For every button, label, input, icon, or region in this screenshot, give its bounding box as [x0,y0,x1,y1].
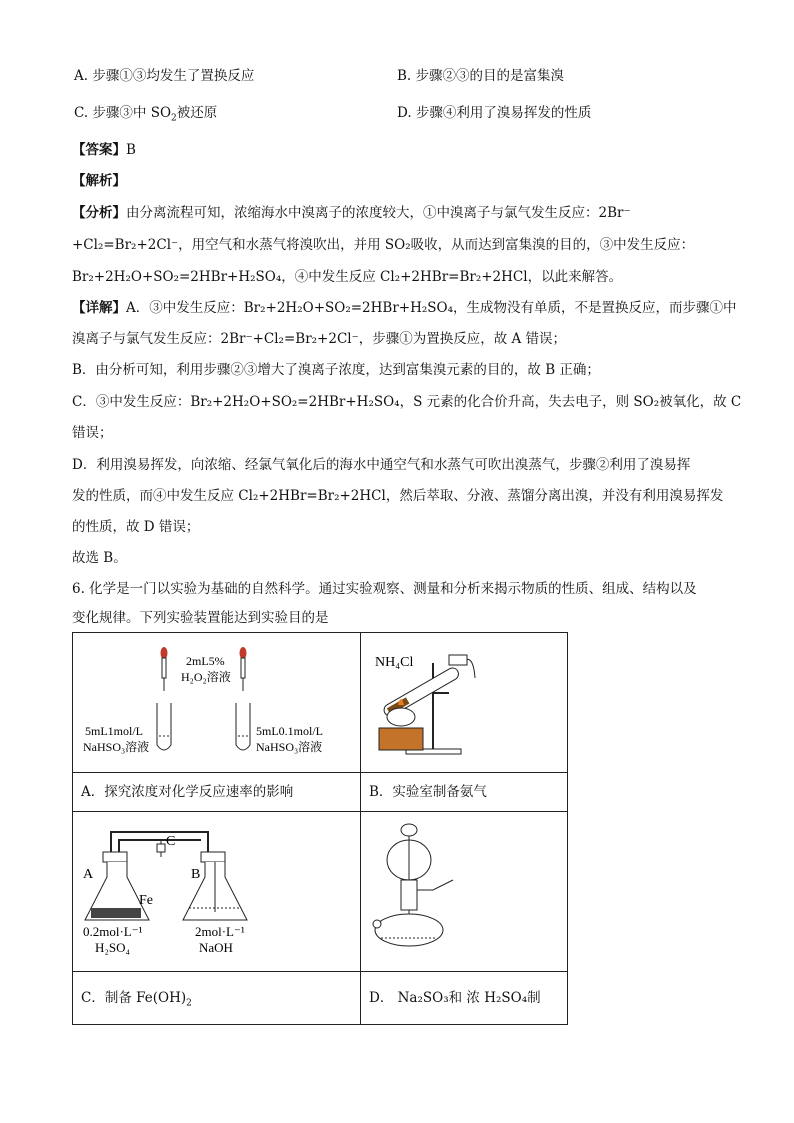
xiangjie-text-1: A．③中发生反应：Br₂+2H₂O+SO₂=2HBr+H₂SO₄，生成物没有单质，不是置换反应，而步骤①中 [126,300,737,316]
q6-line-1: 6. 化学是一门以实验为基础的自然科学。通过实验观察、测量和分析来揭示物质的性质、组成、结构以及 [72,581,697,597]
caption-b: B．实验室制备氨气 [369,784,487,800]
xiangjie-line-1 [72,299,737,317]
c-left-1: 0.2mol·L⁻¹ [83,924,143,939]
option-c-pre: C. 步骤③中 SO [74,105,172,121]
cell-b-figure [361,633,568,773]
caption-c-sub: 2 [186,998,192,1009]
xiangjie-label: 【详解】 [72,300,126,316]
xiangjie-line-9: 故选 B。 [72,550,127,566]
caption-c [73,972,360,1013]
cell-c-caption [73,972,361,1025]
c-right-1: 2mol·L⁻¹ [195,924,245,939]
answer-line [72,141,136,159]
xiangjie-line-4: C．③中发生反应：Br₂+2H₂O+SO₂=2HBr+H₂SO₄，S 元素的化合价升高，失去电子，则 SO₂被氧化，故 C [72,394,742,410]
b-label: NH₄Cl [375,655,414,670]
xiangjie-line-3: B．由分析可知，利用步骤②③增大了溴离子浓度，达到富集溴元素的目的，故 B 正确； [72,362,600,378]
option-c [74,104,217,128]
analysis-label: 【解析】 [72,173,126,189]
cell-b-caption [361,773,568,812]
c-label-c: C [166,834,176,849]
fenxi-label: 【分析】 [72,205,126,221]
xiangjie-line-6: D．利用溴易挥发，向浓缩、经氯气氧化后的海水中通空气和水蒸气可吹出溴蒸气，步骤②利用了溴易挥 [72,457,691,473]
cell-d-figure [361,812,568,972]
option-c-sub: 2 [171,113,177,124]
fenxi-line-1 [72,204,631,222]
a-reagent: 2mL5% [186,654,225,668]
xiangjie-line-8: 的性质，故 D 错误； [72,519,200,535]
caption-a: A．探究浓度对化学反应速率的影响 [81,784,294,800]
c-right-2: NaOH [199,940,233,955]
c-label-b: B [191,867,201,882]
a-reagent-2: H₂O₂溶液 [181,670,231,684]
answer-value: B [126,142,136,158]
option-c-post: 被还原 [176,105,218,121]
a-left-1: 5mL1mol/L [85,724,143,738]
cell-c-figure [73,812,361,972]
cell-a-caption [73,773,361,812]
figure-c-flasks [73,812,360,967]
option-d: D. 步骤④利用了溴易挥发的性质 [397,105,592,121]
caption-c-paren: (OH) [152,990,187,1006]
xiangjie-line-7: 发的性质，而④中发生反应 Cl₂+2HBr=Br₂+2HCl，然后萃取、分液、蒸馏分离出溴，并没有利用溴易挥发 [72,488,724,504]
xiangjie-line-5: 错误； [72,425,113,441]
c-label-fe: Fe [139,893,153,908]
caption-c-pre: C．制备 Fe [81,990,153,1006]
q6-line-2: 变化规律。下列实验装置能达到实验目的是 [72,610,329,626]
a-right-1: 5mL0.1mol/L [256,724,323,738]
cell-a-figure [73,633,361,773]
a-right-2: NaHSO₃溶液 [256,740,323,754]
figure-b-ammonia-apparatus [361,633,567,768]
xiangjie-line-2: 溴离子与氯气发生反应：2Br⁻+Cl₂=Br₂+2Cl⁻，步骤①为置换反应，故 A 错误； [72,331,567,347]
fenxi-line-3: Br₂+2H₂O+SO₂=2HBr+H₂SO₄，④中发生反应 Cl₂+2HBr=Br₂+2HCl，以此来解答。 [72,269,623,285]
a-left-2: NaHSO₃溶液 [83,740,150,754]
c-label-a: A [83,867,94,882]
caption-d: D． Na₂SO₃和 浓 H₂SO₄制 [369,990,541,1006]
experiment-table [72,632,568,1025]
option-a: A. 步骤①③均发生了置换反应 [74,68,255,84]
answer-label: 【答案】 [72,142,126,158]
figure-d-kipp-apparatus [361,812,567,967]
fenxi-text-1: 由分离流程可知，浓缩海水中溴离子的浓度较大，①中溴离子与氯气发生反应：2Br⁻ [126,205,631,221]
cell-d-caption [361,972,568,1025]
c-left-2: H₂SO₄ [95,940,131,955]
option-b: B. 步骤②③的目的是富集溴 [397,68,565,84]
figure-a-test-tubes [73,633,360,768]
fenxi-line-2: +Cl₂=Br₂+2Cl⁻，用空气和水蒸气将溴吹出，并用 SO₂吸收，从而达到富集溴的目的，③中发生反应： [72,237,695,253]
